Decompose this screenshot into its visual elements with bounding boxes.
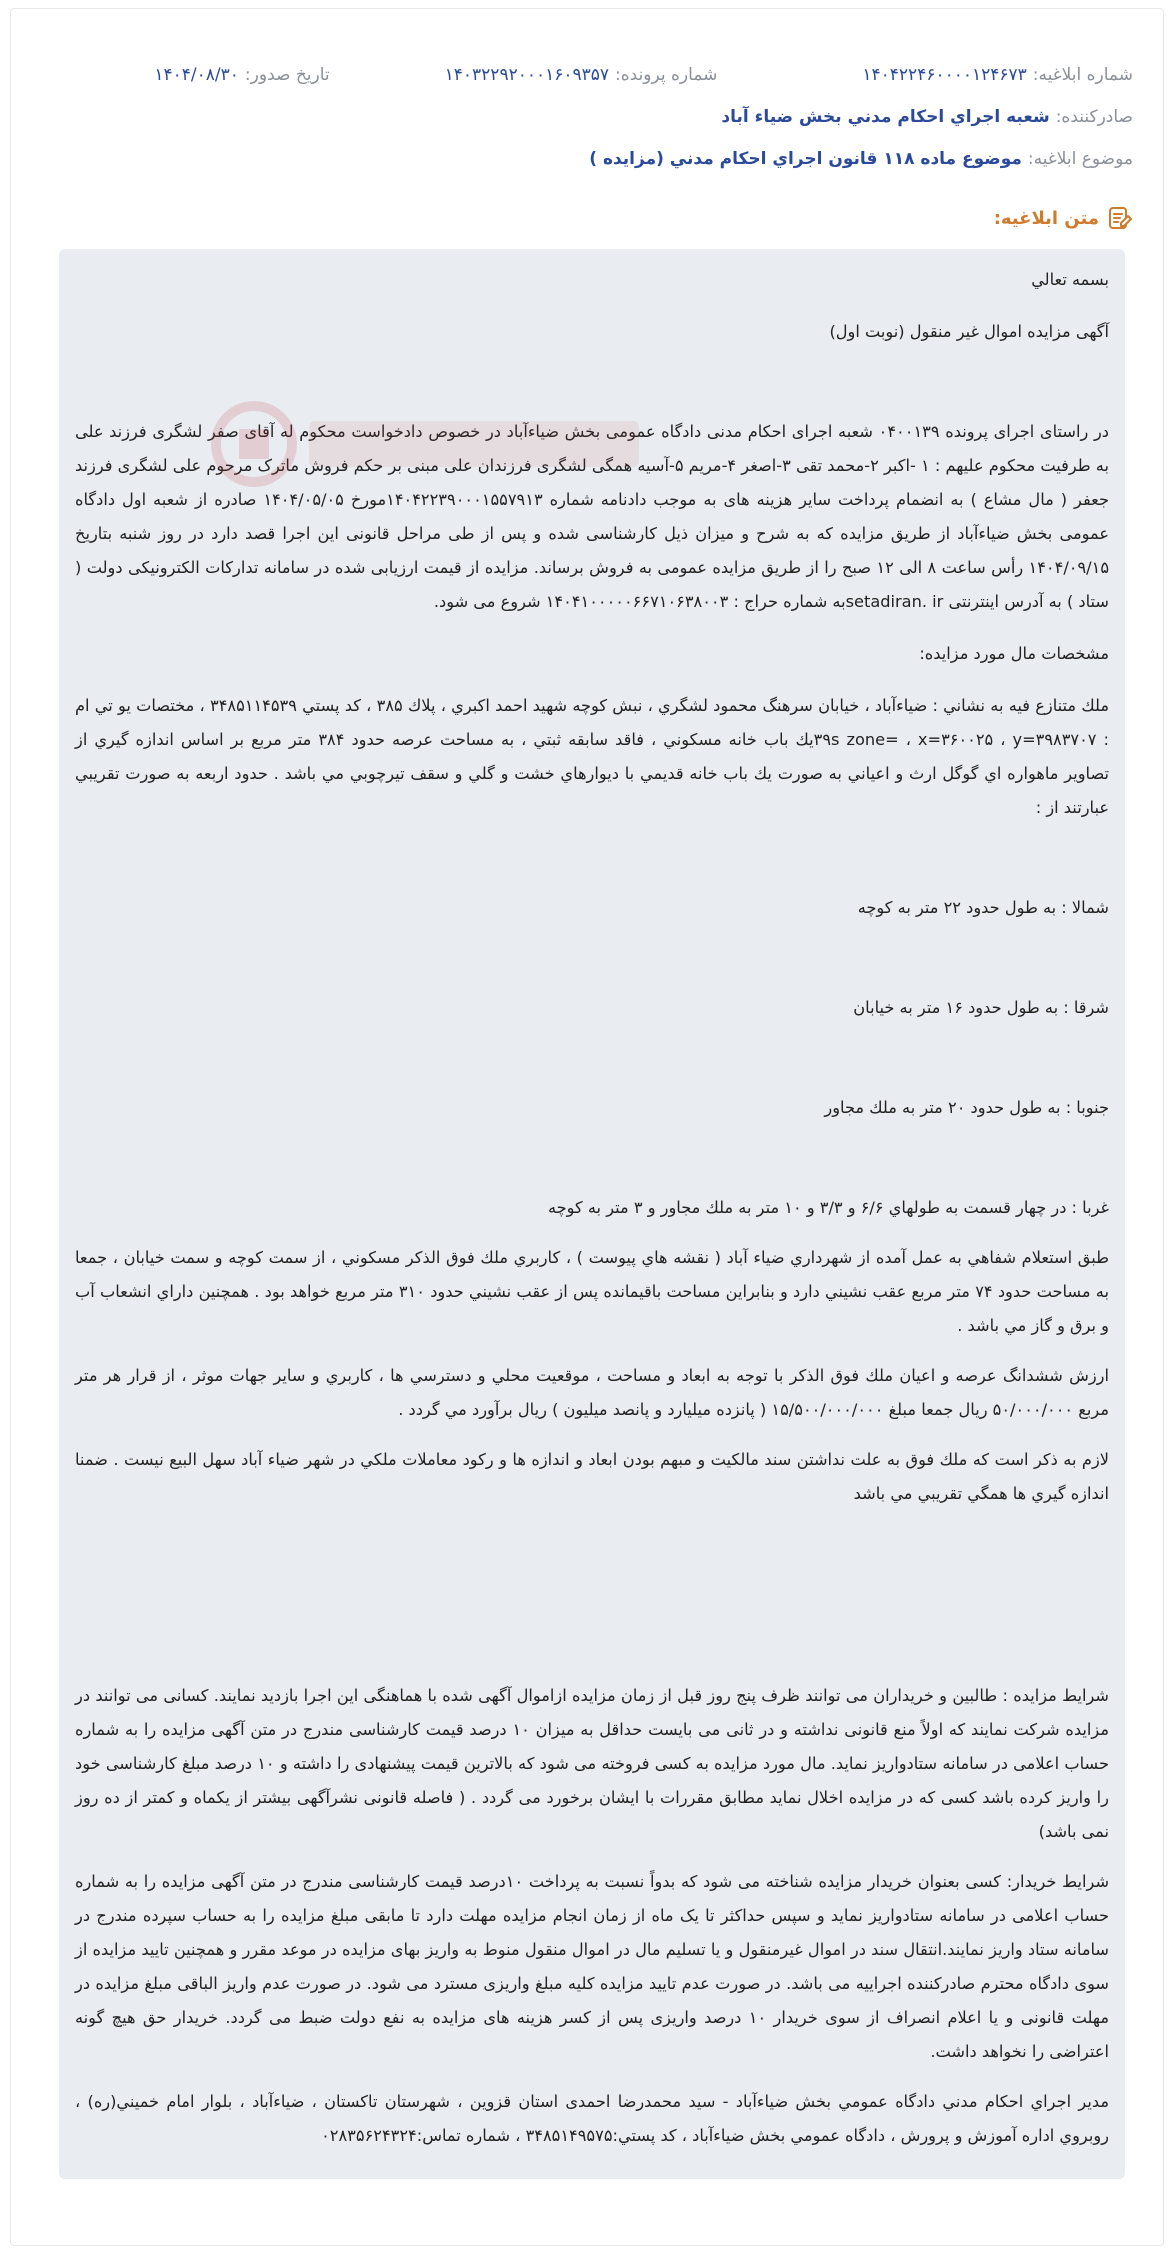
issuer-field [721,107,1133,127]
notice-number-label: شماره ابلاغیه: [1032,65,1133,85]
notice-card [10,8,1164,2246]
notice-text-heading [994,205,1133,231]
subject-field [589,149,1133,169]
subject-row [41,149,1133,169]
announcement-title: آگهی مزایده اموال غیر منقول (نوبت اول) [829,322,1109,341]
note-paragraph: لازم به ذكر است كه ملك فوق به علت نداشتن سند مالكيت و مبهم بودن ابعاد و اندازه ها و ركود معاملات ملكي در شهر ضياء آباد سهل البيع نيست . ضمنا اندازه گيري ها همگي تقريبي مي باشد [75,1450,1109,1503]
issuer-label: صادرکننده: [1055,107,1133,127]
valuation-paragraph: ارزش ششدانگ عرصه و اعيان ملك فوق الذكر با توجه به ابعاد و مساحت ، موقعيت محلي و دسترسي ها ، كاربري و ساير جهات موثر ، از قرار هر متر مربع ۵۰/۰۰۰/۰۰۰ ريال جمعا مبلغ ۱۵/۵۰۰/۰۰۰/۰۰۰ ( پانزده ميليارد و پانصد ميليون ) ريال برآورد مي گردد . [75,1366,1109,1419]
notice-body [59,249,1125,2179]
signature-paragraph: مدير اجراي احكام مدني دادگاه عمومي بخش ضياءآباد - سید محمدرضا احمدی استان قزوين ، شهرستان تاكستان ، ضياءآباد ، بلوار امام خميني(ره) ، روبروي اداره آموزش و پرورش ، دادگاه عمومي بخش ضياءآباد ، كد پستي:۳۴۸۵۱۴۹۵۷۵ ، شماره تماس:۰۲۸۳۵۶۲۴۳۲۴ [75,2092,1109,2145]
notice-text-title: متن ابلاغیه: [993,207,1099,229]
case-number-label: شماره پرونده: [615,65,718,85]
boundary-east: شرقا : به طول حدود ۱۶ متر به خيابان [853,998,1109,1017]
issue-date-label: تاریخ صدور: [244,65,330,85]
intro-paragraph: در راستای اجرای پرونده ۰۴۰۰۱۳۹ شعبه اجرای احکام مدنی دادگاه عمومی بخش ضیاءآباد در خصوص دادخواست محکوم له آقای صفر لشگری فرزند علی به طرفیت محکوم علیهم : ۱ -اکبر ۲-محمد تقی ۳-اصغر ۴-مریم ۵-آسیه همگی لشگری فرزندان علی مبنی بر حکم فروش ماترک مرحوم علی لشگری فرزند جعفر ( مال مشاع ) به انضمام پرداخت سایر هزینه های به موجب دادنامه شماره ۱۴۰۴۲۲۳۹۰۰۰۱۵۵۷۹۱۳مورخ ۱۴۰۴/۰۵/۰۵ صادره از شعبه اول دادگاه عمومی بخش ضیاءآباد از طریق مزایده که به شرح و میزان ذیل کارشناسی شده و پس از طی مراحل قانونی این اجرا قصد دارد در روز شنبه بتاریخ ۱۴۰۴/۰۹/۱۵ رأس ساعت ۸ الی ۱۲ صبح را از طریق مزایده عمومی به فروش برساند. مزایده از قیمت ارزیابی شده در سامانه تدارکات الکترونیکی دولت ( ستاد ) به آدرس اینترنتی setadiran. irبه شماره حراج : ۱۴۰۴۱۰۰۰۰۰۶۶۷۱۰۶۳۸۰۰۳ شروع می شود. [75,422,1110,611]
setback-paragraph: طبق استعلام شفاهي به عمل آمده از شهرداري ضياء آباد ( نقشه هاي پيوست ) ، كاربري ملك فوق الذكر مسكوني ، از سمت كوچه و سمت خيابان ، جمعا به مساحت حدود ۷۴ متر مربع عقب نشيني دارد و بنابراين مساحت باقيمانده پس از عقب نشيني حدود ۳۱۰ متر مربع خواهد بود . همچنين داراي انشعاب آب و برق و گاز مي باشد . [75,1248,1109,1335]
case-number-value: ۱۴۰۳۲۲۹۲۰۰۰۱۶۰۹۳۵۷ [444,65,610,85]
case-number-field [445,65,718,85]
issue-date-value: ۱۴۰۴/۰۸/۳۰ [154,65,239,85]
property-specs-title: مشخصات مال مورد مزایده: [919,644,1109,663]
buyer-conditions: شرايط خريدار: کسی بعنوان خریدار مزایده شناخته می شود که بدواً نسبت به پرداخت ۱۰درصد قیمت کارشناسی مندرج در متن آگهی مزایده را به شماره حساب اعلامی در سامانه ستادواریز نماید و سپس حداکثر تا یک ماه از زمان انجام مزایده مهلت دارد تا مابقی مبلغ مزایده را به حساب سپرده مندرج در سامانه ستاد واریز نمایند.انتقال سند در اموال غیرمنقول و یا تسلیم مال در اموال منقول منوط به واریز بهای مزایده در موعد مقرر و همچنین تایید مزایده از سوی دادگاه محترم صادرکننده اجراییه می باشد. در صورت عدم تایید مزایده کلیه مبلغ واریزی مسترد می شود. در صورت عدم واریز الباقی مبلغ مزایده در مهلت قانونی و یا اعلام انصراف از سوی خریدار ۱۰ درصد واریزی پس از کسر هزینه های مزایده به نفع دولت ضبط می گردد. خریدار حق هیچ گونه اعتراضی را نخواهد داشت. [75,1872,1110,2061]
notice-meta-row [41,65,1133,85]
boundary-west: غربا : در چهار قسمت به طولهاي ۶/۶ و ۳/۳ و ۱۰ متر به ملك مجاور و ۳ متر به كوچه [547,1198,1109,1217]
subject-label: موضوع ابلاغیه: [1027,149,1133,169]
document-edit-icon [1107,205,1133,231]
boundary-south: جنوبا : به طول حدود ۲۰ متر به ملك مجاور [824,1098,1109,1117]
issuer-value: شعبه اجراي احكام مدني بخش ضياء آباد [721,107,1050,127]
property-description: ملك متنازع فيه به نشاني : ضياءآباد ، خيابان سرهنگ محمود لشگري ، نبش كوچه شهيد احمد اكبري ، پلاك ۳۸۵ ، كد پستي ۳۴۸۵۱۱۴۵۳۹ ، مختصات يو تي ام : ۳۹s zone= ، x=۳۶۰۰۲۵ ، y=۳۹۸۳۷۰۷يك باب خانه مسكوني ، فاقد سابقه ثبتي ، به مساحت عرصه حدود ۳۸۴ متر مربع بر اساس اندازه گيري از تصاوير ماهواره اي گوگل ارث و اعياني به صورت يك باب خانه قديمي با ديوارهاي خشت و گلي و سقف تيرچوبي مي باشد . حدود اربعه به صورت تقريبي عبارتند از : [75,696,1109,817]
document-heading: بسمه تعالي [1031,270,1109,289]
notice-number-value: ۱۴۰۴۲۲۴۶۰۰۰۰۱۲۴۶۷۳ [862,65,1027,85]
issue-date-field [154,65,329,85]
auction-conditions: شرايط مزايده : طالبین و خریداران می توانند ظرف پنج روز قبل از زمان مزایده ازاموال آگهی شده با هماهنگی این اجرا بازدید نمایند. کسانی می توانند در مزایده شرکت نمایند که اولاً منع قانونی نداشته و در ثانی می بایست حداقل به میزان ۱۰ درصد قیمت کارشناسی مندرج در متن آگهی مزایده را به شماره حساب اعلامی در سامانه ستادواریز نماید. مال مورد مزایده به کسی فروخته می شود که بالاترین قیمت پیشنهادی را داشته و ۱۰ درصد مبلغ کارشناسی خود را واریز کرده باشد کسی که در مزایده اخلال نماید مطابق مقررات با ایشان برخورد می گردد . ( فاصله قانونی نشرآگهی بیشتر از یکماه و کمتر از ده روز نمی باشد) [75,1686,1110,1841]
boundary-north: شمالا : به طول حدود ۲۲ متر به كوچه [857,898,1109,917]
issuer-row [41,107,1133,127]
notice-number-field [862,65,1133,85]
subject-value: موضوع ماده ۱۱۸ قانون اجراي احكام مدني (مزايده ) [589,149,1022,169]
